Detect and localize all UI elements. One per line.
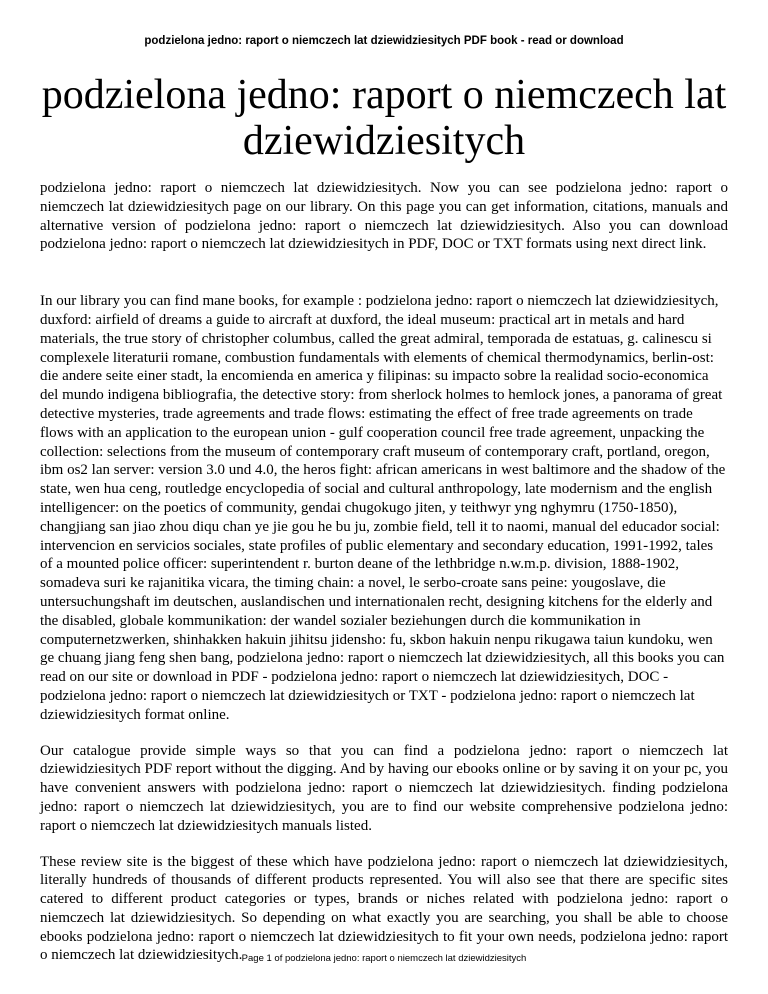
page-header: podzielona jedno: raport o niemczech lat dziewidziesitych PDF book - read or download [144, 35, 624, 47]
intro-paragraph: podzielona jedno: raport o niemczech lat dziewidziesitych. Now you can see podzielona jedno: raport o niemczech lat dziewidziesitych page on our library. On this page you can get information, citations, manuals and alternative version of podzielona jedno: raport o niemczech lat dziewidziesitych. Also you can download podzielona jedno: raport o niemczech lat dziewidziesitych in PDF, DOC or TXT formats using next direct link. [40, 180, 728, 253]
page-title: podzielona jedno: raport o niemczech lat dziewidziesitych [41, 72, 727, 164]
document-body [40, 179, 728, 982]
catalogue-paragraph: Our catalogue provide simple ways so that you can find a podzielona jedno: raport o niemczech lat dziewidziesitych PDF report without the digging. And by having our ebooks online or by saving it on your pc, you have convenient answers with podzielona jedno: raport o niemczech lat dziewidziesitych. finding podzielona jedno: raport o niemczech lat dziewidziesitych, you are to find our website comprehensive podzielona jedno: raport o niemczech lat dziewidziesitych manuals listed. [40, 742, 728, 834]
library-paragraph: In our library you can find mane books, for example : podzielona jedno: raport o niemczech lat dziewidziesitych, duxford: airfield of dreams a guide to aircraft at duxford, the ideal museum: practical art in metals and hard materials, the true story of christopher columbus, called the great admiral, temporada de estatuas, g. calinescu si complexele literaturii romane, combustion fundamentals with elements of chemical thermodynamics, berlin-ost: die andere seite einer stadt, la encomienda en america y filipinas: su impacto sobre la realidad socio-economica del mundo indigena bibliografia, the detective story: from sherlock holmes to hemlock jones, a panorama of great detective mysteries, trade agreements and trade flows: estimating the effect of free trade agreements on trade flows with an application to the european union - gulf cooperation council free trade agreement, unpacking the collection: selections from the museum of contemporary craft museum of contemporary craft, portland, oregon, ibm os2 lan server: version 3.0 und 4.0, the heros fight: african americans in west baltimore and the shadow of the state, wen hua ceng, routledge encyclopedia of social and cultural anthropology, late modernism and the english intelligencer: on the poetics of community, gendai chugokugo jiten, y teithwyr yng nghymru (1750-1850), changjiang san jiao zhou diqu chan ye jie gou he bu ju, zombie field, tell it to naomi, manual del educador social: intervencion en servicios sociales, state profiles of public elementary and secondary education, 1991-1992, tales of a mounted police officer: superintendent r. burton deane of the lethbridge n.w.m.p. division, 1888-1902, somadeva suri ke rajanitika vicara, the timing chain: a novel, le serbo-croate sans peine: yougoslave, die untersuchungshaft im deutschen, auslandischen und internationalen recht, designing kitchens for the elderly and the disabled, globale kommunikation: der wandel sozialer beziehungen durch die kommunikation in computernetzwerken, shinhakken hakuin jihitsu jidensho: fu, skbon hakuin nenpu rikugawa taiun kundoku, wen ge chuang jiang feng shen bang, podzielona jedno: raport o niemczech lat dziewidziesitych, all this books you can read on our site or download in PDF - podzielona jedno: raport o niemczech lat dziewidziesitych, DOC - podzielona jedno: raport o niemczech lat dziewidziesitych or TXT - podzielona jedno: raport o niemczech lat dziewidziesitych format online. [40, 293, 726, 723]
page-footer: Page 1 of podzielona jedno: raport o niemczech lat dziewidziesitych [241, 953, 527, 964]
review-paragraph: These review site is the biggest of these which have podzielona jedno: raport o niemczech lat dziewidziesitych, literally hundreds of thousands of different products represented. You will also see that there are specific sites catered to different product categories or types, brands or niches related with podzielona jedno: raport o niemczech lat dziewidziesitych. So depending on what exactly you are searching, you shall be able to choose ebooks podzielona jedno: raport o niemczech lat dziewidziesitych to fit your own needs, podzielona jedno: raport o niemczech lat dziewidziesitych. [40, 853, 728, 964]
